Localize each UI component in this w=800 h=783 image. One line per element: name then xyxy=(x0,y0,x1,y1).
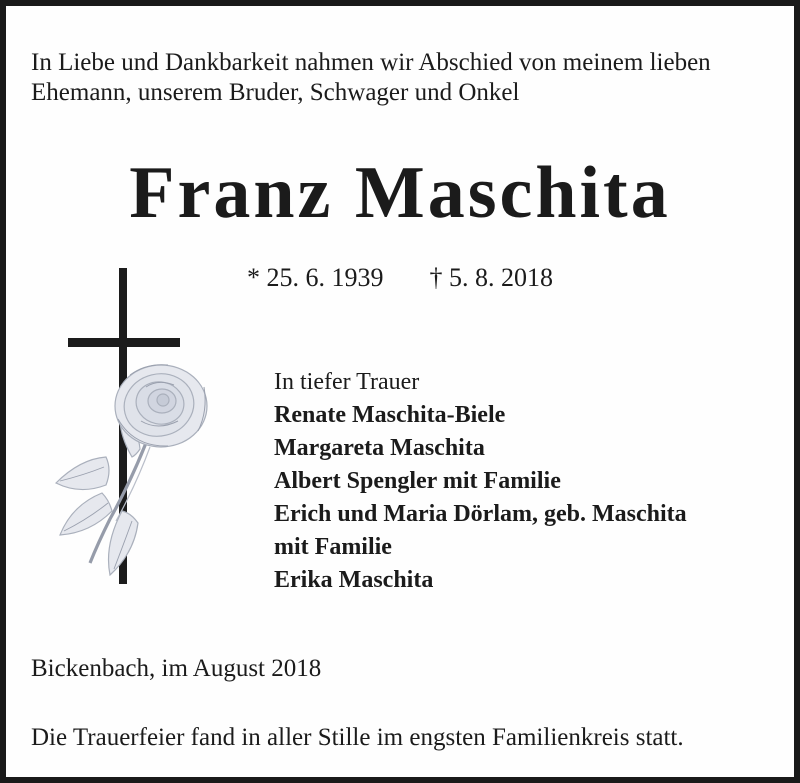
cross-rose-graphic xyxy=(46,261,246,601)
intro-line-2: Ehemann, unserem Bruder, Schwager und Onkel xyxy=(31,79,520,106)
memorial-art xyxy=(46,261,246,601)
mourners-block xyxy=(274,366,687,597)
rose-icon xyxy=(56,365,207,575)
birth-date: * 25. 6. 1939 xyxy=(247,263,384,292)
place-date: Bickenbach, im August 2018 xyxy=(31,655,322,682)
mourner-name: Margareta Maschita xyxy=(274,435,485,461)
intro-text xyxy=(31,48,711,108)
intro-line-1: In Liebe und Dankbarkeit nahmen wir Abschied von meinem lieben xyxy=(31,49,711,76)
mourning-phrase: In tiefer Trauer xyxy=(274,369,420,395)
mourner-name: mit Familie xyxy=(274,534,392,560)
closing-note: Die Trauerfeier fand in aller Stille im engsten Familienkreis statt. xyxy=(31,724,684,751)
mourner-name: Erich und Maria Dörlam, geb. Maschita xyxy=(274,501,687,527)
mourner-name: Erika Maschita xyxy=(274,567,434,593)
deceased-name: Franz Maschita xyxy=(129,152,671,234)
mourner-name: Renate Maschita-Biele xyxy=(274,402,506,428)
mourner-name: Albert Spengler mit Familie xyxy=(274,468,561,494)
death-date: † 5. 8. 2018 xyxy=(429,263,553,292)
